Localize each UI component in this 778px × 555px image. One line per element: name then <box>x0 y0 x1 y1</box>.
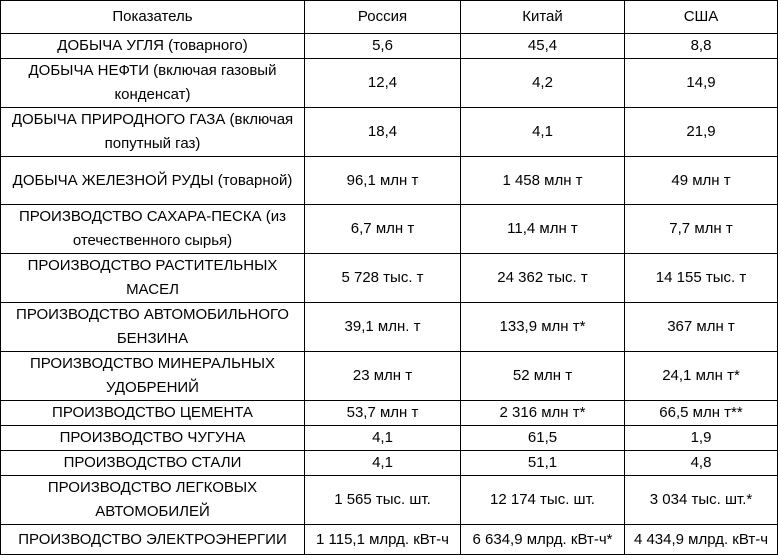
cell-usa: 367 млн т <box>625 303 778 352</box>
cell-usa: 49 млн т <box>625 157 778 205</box>
cell-usa: 24,1 млн т* <box>625 352 778 401</box>
table-row <box>1 108 778 157</box>
cell-russia: 4,1 <box>305 451 461 476</box>
row-label: ПРОИЗВОДСТВО АВТОМОБИЛЬНОГО БЕНЗИНА <box>1 303 305 352</box>
cell-china: 52 млн т <box>461 352 625 401</box>
header-cell-russia: Россия <box>305 1 461 34</box>
row-label: ПРОИЗВОДСТВО ЦЕМЕНТА <box>1 401 305 426</box>
header-cell-indicator: Показатель <box>1 1 305 34</box>
row-label: ПРОИЗВОДСТВО ЛЕГКОВЫХ АВТОМОБИЛЕЙ <box>1 476 305 525</box>
cell-china: 4,2 <box>461 59 625 108</box>
cell-russia: 18,4 <box>305 108 461 157</box>
cell-china: 45,4 <box>461 34 625 59</box>
row-label: ПРОИЗВОДСТВО СТАЛИ <box>1 451 305 476</box>
cell-russia: 1 115,1 млрд. кВт-ч <box>305 525 461 555</box>
table-row <box>1 476 778 525</box>
cell-china: 12 174 тыс. шт. <box>461 476 625 525</box>
cell-usa: 14 155 тыс. т <box>625 254 778 303</box>
cell-russia: 53,7 млн т <box>305 401 461 426</box>
table-row <box>1 157 778 205</box>
cell-china: 6 634,9 млрд. кВт-ч* <box>461 525 625 555</box>
cell-china: 61,5 <box>461 426 625 451</box>
table-row <box>1 34 778 59</box>
table-row <box>1 303 778 352</box>
cell-russia: 96,1 млн т <box>305 157 461 205</box>
table-row <box>1 401 778 426</box>
cell-russia: 39,1 млн. т <box>305 303 461 352</box>
cell-usa: 21,9 <box>625 108 778 157</box>
table-row <box>1 254 778 303</box>
row-label: ПРОИЗВОДСТВО ЭЛЕКТРОЭНЕРГИИ <box>1 525 305 555</box>
header-cell-usa: США <box>625 1 778 34</box>
table-row <box>1 451 778 476</box>
cell-usa: 3 034 тыс. шт.* <box>625 476 778 525</box>
table-row <box>1 352 778 401</box>
cell-russia: 6,7 млн т <box>305 205 461 254</box>
cell-russia: 5,6 <box>305 34 461 59</box>
table-header-row <box>1 1 778 34</box>
cell-china: 11,4 млн т <box>461 205 625 254</box>
cell-usa: 66,5 млн т** <box>625 401 778 426</box>
row-label: ПРОИЗВОДСТВО ЧУГУНА <box>1 426 305 451</box>
table-row <box>1 426 778 451</box>
row-label: ДОБЫЧА НЕФТИ (включая газовый конденсат) <box>1 59 305 108</box>
table-row <box>1 59 778 108</box>
cell-china: 4,1 <box>461 108 625 157</box>
row-label: ПРОИЗВОДСТВО САХАРА-ПЕСКА (из отечественного сырья) <box>1 205 305 254</box>
row-label: ПРОИЗВОДСТВО МИНЕРАЛЬНЫХ УДОБРЕНИЙ <box>1 352 305 401</box>
cell-usa: 1,9 <box>625 426 778 451</box>
cell-usa: 4 434,9 млрд. кВт-ч <box>625 525 778 555</box>
cell-china: 2 316 млн т* <box>461 401 625 426</box>
cell-usa: 14,9 <box>625 59 778 108</box>
header-cell-china: Китай <box>461 1 625 34</box>
row-label: ДОБЫЧА ЖЕЛЕЗНОЙ РУДЫ (товарной) <box>1 157 305 205</box>
row-label: ДОБЫЧА УГЛЯ (товарного) <box>1 34 305 59</box>
row-label: ПРОИЗВОДСТВО РАСТИТЕЛЬНЫХ МАСЕЛ <box>1 254 305 303</box>
cell-russia: 1 565 тыс. шт. <box>305 476 461 525</box>
cell-russia: 12,4 <box>305 59 461 108</box>
cell-china: 51,1 <box>461 451 625 476</box>
cell-russia: 4,1 <box>305 426 461 451</box>
table-row <box>1 525 778 555</box>
cell-china: 24 362 тыс. т <box>461 254 625 303</box>
cell-china: 1 458 млн т <box>461 157 625 205</box>
cell-usa: 8,8 <box>625 34 778 59</box>
cell-russia: 23 млн т <box>305 352 461 401</box>
table-row <box>1 205 778 254</box>
row-label: ДОБЫЧА ПРИРОДНОГО ГАЗА (включая попутный газ) <box>1 108 305 157</box>
cell-russia: 5 728 тыс. т <box>305 254 461 303</box>
cell-china: 133,9 млн т* <box>461 303 625 352</box>
cell-usa: 4,8 <box>625 451 778 476</box>
cell-usa: 7,7 млн т <box>625 205 778 254</box>
